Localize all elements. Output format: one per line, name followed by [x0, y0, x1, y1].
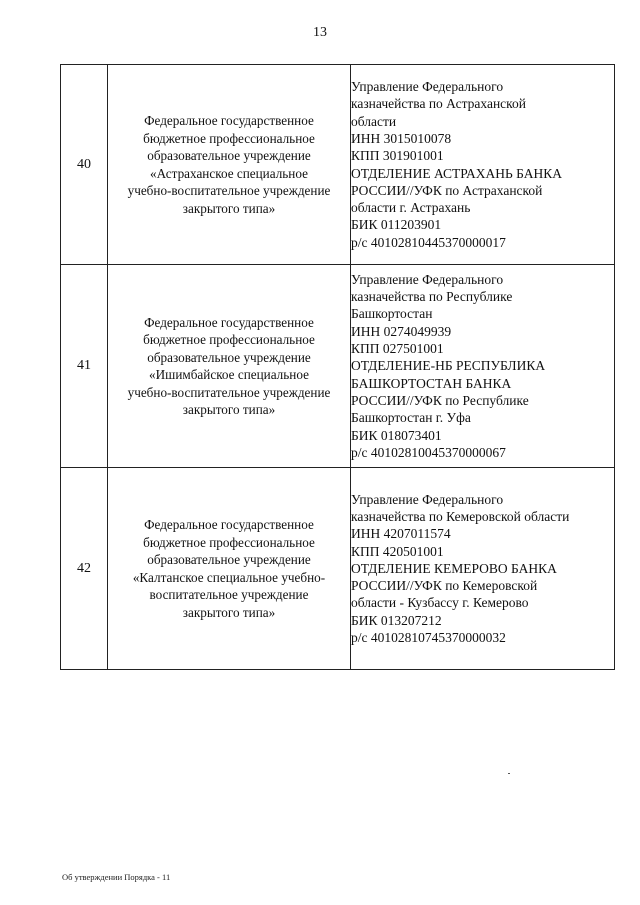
table-row	[61, 468, 615, 670]
bank-line: р/с 40102810445370000017	[351, 234, 506, 250]
institution-line: «Калтанское специальное учебно-	[132, 569, 326, 585]
bank-line: РОССИИ//УФК по Республике	[351, 392, 529, 408]
institution-cell	[108, 65, 351, 265]
institution-line: образовательное учреждение	[147, 552, 311, 567]
bank-line: БИК 018073401	[351, 427, 442, 443]
bank-line: РОССИИ//УФК по Астраханской	[351, 182, 543, 198]
institution-line: закрытого типа»	[182, 200, 276, 216]
bank-line: области - Кузбассу г. Кемерово	[351, 595, 529, 611]
bank-line: Башкортостан г. Уфа	[351, 410, 471, 426]
institution-line: Федеральное государственное	[144, 113, 314, 128]
institution-line: образовательное учреждение	[147, 349, 311, 365]
row-number: 40	[61, 65, 108, 265]
bank-line: ИНН 3015010078	[351, 130, 452, 146]
bank-line: казначейства по Кемеровской области	[351, 508, 570, 524]
bank-line: ОТДЕЛЕНИЕ КЕМЕРОВО БАНКА	[351, 560, 557, 576]
bank-line: казначейства по Республике	[351, 289, 513, 305]
bank-line: ИНН 0274049939	[351, 323, 452, 339]
institution-cell	[108, 468, 351, 670]
institution-cell	[108, 265, 351, 468]
bank-line: РОССИИ//УФК по Кемеровской	[351, 578, 538, 594]
bank-details-cell	[351, 265, 615, 468]
row-number: 41	[61, 265, 108, 468]
bank-line: ИНН 4207011574	[351, 526, 451, 542]
institution-line: «Ишимбайское специальное	[149, 367, 309, 382]
bank-details-cell	[351, 468, 615, 670]
bank-line: КПП 301901001	[351, 148, 444, 164]
bank-line: Управление Федерального	[351, 491, 504, 507]
institution-line: учебно-воспитательное учреждение	[127, 183, 331, 198]
bank-line: БИК 013207212	[351, 612, 442, 628]
table-row	[61, 265, 615, 468]
bank-line: КПП 027501001	[351, 341, 444, 357]
bank-line: Управление Федерального	[351, 271, 504, 287]
institution-line: образовательное учреждение	[147, 148, 311, 163]
institution-line: бюджетное профессиональное	[143, 534, 315, 550]
bank-line: казначейства по Астраханской	[351, 96, 527, 112]
table-row	[61, 65, 615, 265]
bank-line: ОТДЕЛЕНИЕ АСТРАХАНЬ БАНКА	[351, 165, 563, 181]
bank-line: области г. Астрахань	[351, 200, 471, 216]
bank-details-cell	[351, 65, 615, 265]
institution-line: бюджетное профессиональное	[143, 130, 315, 146]
row-number: 42	[61, 468, 108, 670]
institution-line: бюджетное профессиональное	[143, 332, 315, 347]
bank-line: БИК 011203901	[351, 217, 442, 233]
footer-note: Об утверждении Порядка - 11	[62, 872, 171, 882]
bank-line: КПП 420501001	[351, 543, 444, 559]
bank-line: ОТДЕЛЕНИЕ-НБ РЕСПУБЛИКА	[351, 358, 546, 374]
institution-line: Федеральное государственное	[144, 517, 314, 532]
institution-line: воспитательное учреждение	[149, 587, 309, 602]
institutions-table	[60, 64, 615, 670]
bank-line: области	[351, 113, 397, 129]
institution-line: учебно-воспитательное учреждение	[127, 384, 331, 400]
bank-line: р/с 40102810045370000067	[351, 444, 506, 460]
institution-line: «Астраханское специальное	[150, 165, 308, 181]
institution-line: закрытого типа»	[182, 402, 276, 417]
institution-line: закрытого типа»	[182, 604, 276, 620]
page-number: 13	[313, 25, 327, 40]
institution-line: Федеральное государственное	[144, 314, 314, 330]
bank-line: БАШКОРТОСТАН БАНКА	[351, 375, 512, 391]
bank-line: р/с 40102810745370000032	[351, 630, 506, 646]
scan-speck	[508, 773, 510, 774]
bank-line: Башкортостан	[351, 306, 433, 322]
bank-line: Управление Федерального	[351, 79, 504, 95]
